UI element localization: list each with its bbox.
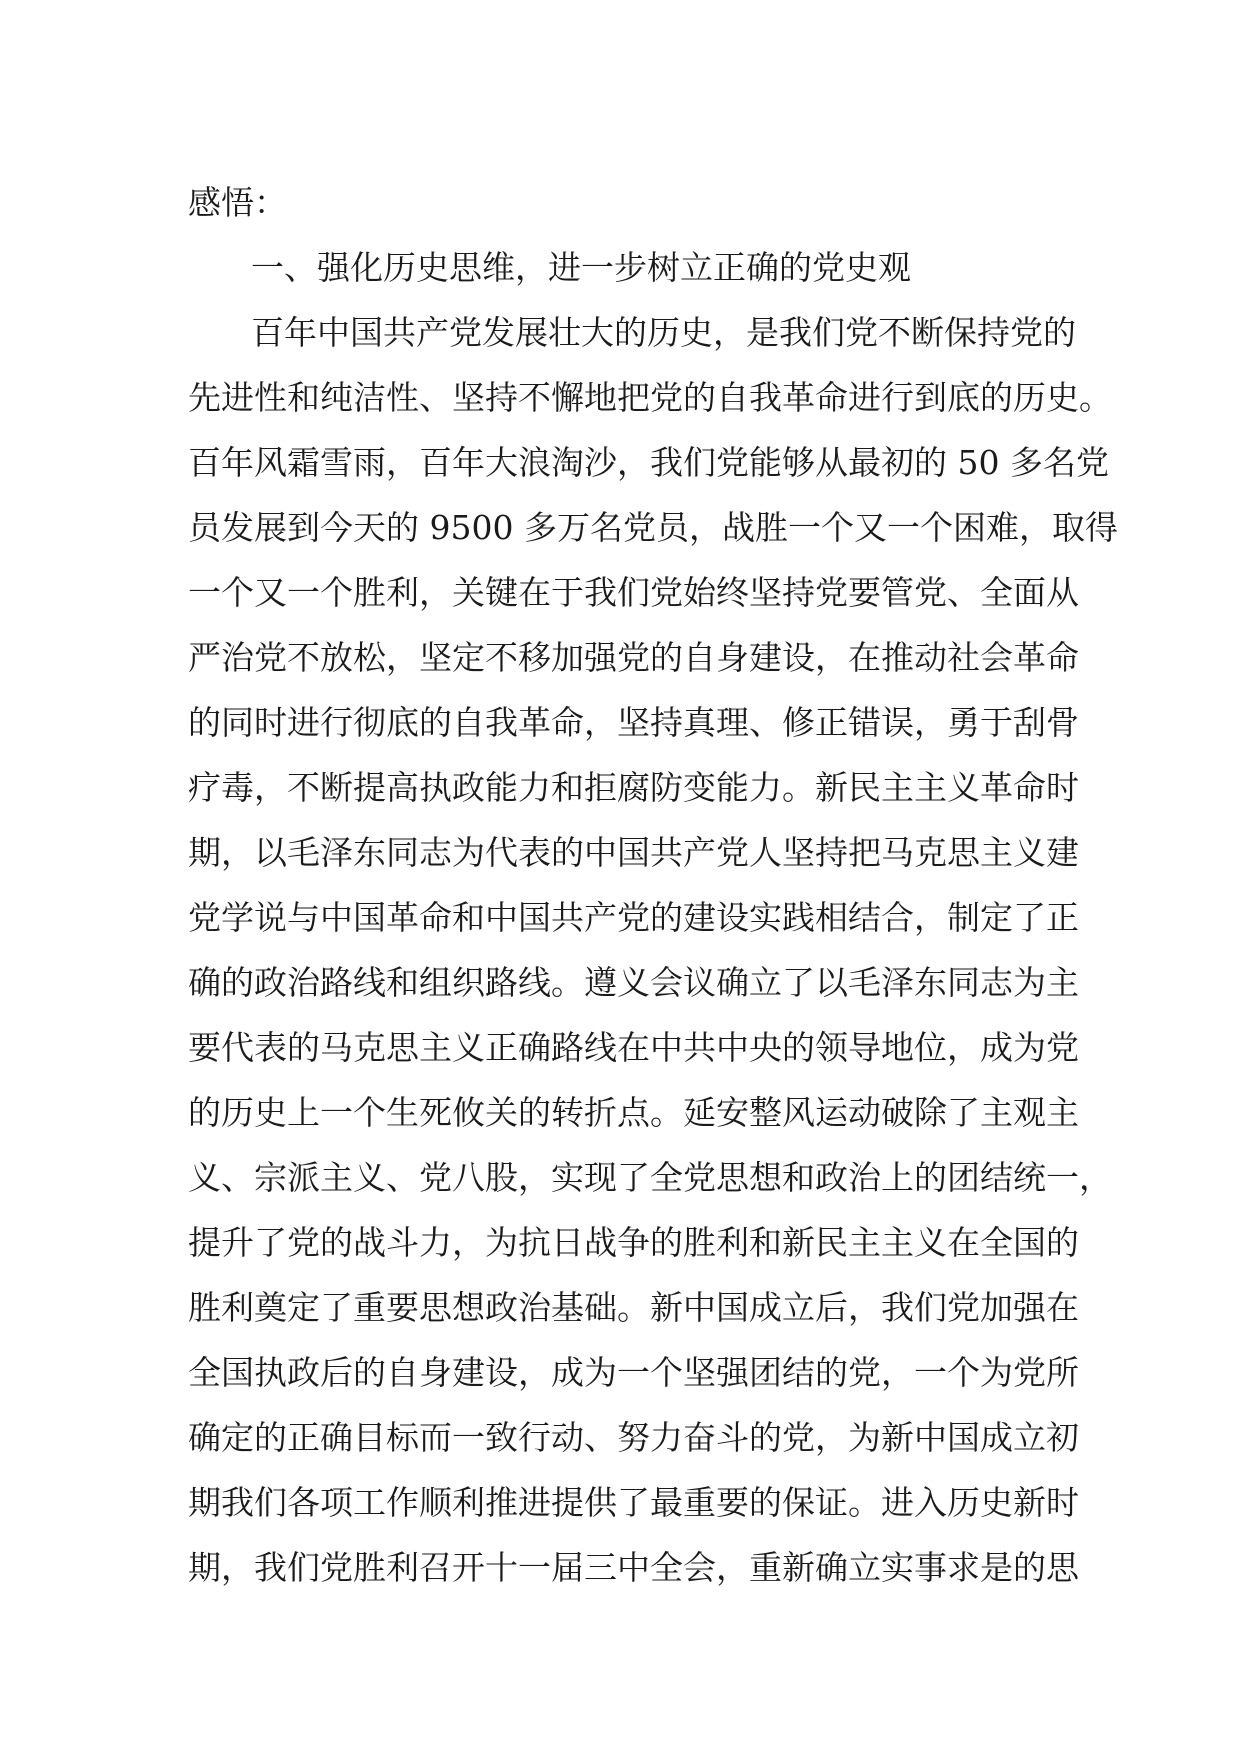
section-intro-label: 感悟： [188,183,287,222]
paragraph-line: 的同时进行彻底的自我革命，坚持真理、修正错误，勇于刮骨 [188,703,1079,742]
paragraph-line: 严治党不放松，坚定不移加强党的自身建设，在推动社会革命 [188,638,1079,677]
paragraph-line: 先进性和纯洁性、坚持不懈地把党的自我革命进行到底的历史。 [188,378,1112,417]
paragraph-line: 要代表的马克思主义正确路线在中共中央的领导地位，成为党 [188,1028,1079,1067]
paragraph-line: 义、宗派主义、党八股，实现了全党思想和政治上的团结统一， [188,1158,1112,1197]
paragraph-line: 期我们各项工作顺利推进提供了最重要的保证。进入历史新时 [188,1483,1079,1522]
paragraph-line: 百年中国共产党发展壮大的历史，是我们党不断保持党的 [251,313,1076,352]
paragraph-line: 全国执政后的自身建设，成为一个坚强团结的党，一个为党所 [188,1353,1079,1392]
paragraph-line: 的历史上一个生死攸关的转折点。延安整风运动破除了主观主 [188,1093,1079,1132]
paragraph-line: 期，以毛泽东同志为代表的中国共产党人坚持把马克思主义建 [188,833,1079,872]
paragraph-line: 确的政治路线和组织路线。遵义会议确立了以毛泽东同志为主 [188,963,1079,1002]
paragraph-line: 期，我们党胜利召开十一届三中全会，重新确立实事求是的思 [188,1548,1079,1587]
paragraph-line: 一个又一个胜利，关键在于我们党始终坚持党要管党、全面从 [188,573,1079,612]
paragraph-line: 员发展到今天的 9500 多万名党员，战胜一个又一个困难，取得 [188,508,1118,547]
paragraph-line: 提升了党的战斗力，为抗日战争的胜利和新民主主义在全国的 [188,1223,1079,1262]
section-heading: 一、强化历史思维，进一步树立正确的党史观 [251,248,911,287]
paragraph-line: 疗毒，不断提高执政能力和拒腐防变能力。新民主主义革命时 [188,768,1079,807]
document-body [188,170,1118,1600]
paragraph-line: 确定的正确目标而一致行动、努力奋斗的党，为新中国成立初 [188,1418,1079,1457]
paragraph-line: 胜利奠定了重要思想政治基础。新中国成立后，我们党加强在 [188,1288,1079,1327]
paragraph-line: 党学说与中国革命和中国共产党的建设实践相结合，制定了正 [188,898,1079,937]
paragraph-line: 百年风霜雪雨，百年大浪淘沙，我们党能够从最初的 50 多名党 [188,443,1109,482]
